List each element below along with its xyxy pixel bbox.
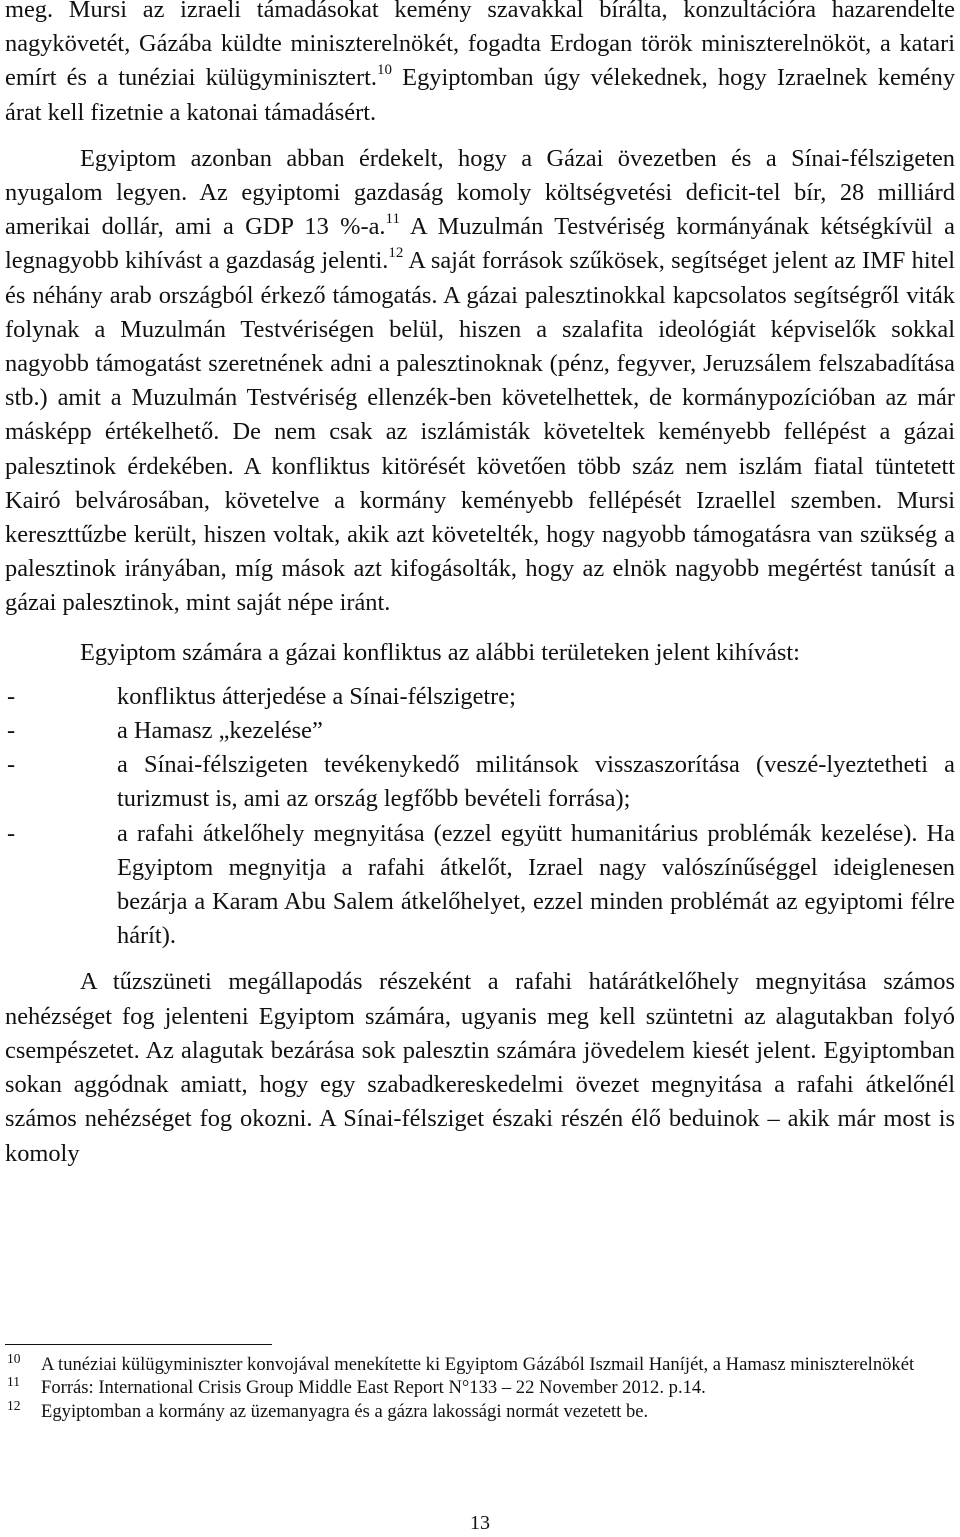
paragraph-1 [5, 0, 955, 130]
footnote-ref-10[interactable]: 10 [376, 62, 392, 79]
paragraph-text: A saját források szűkösek, segítséget jelent az IMF hitel és néhány arab országból érkező támogatás. A gázai palesztinokkal kapcsolatos segítségről viták folynak a Muzulmán Testvériségen belül, hiszen a szalafita ideológiát képviselők sokkal nagyobb támogatást szeretnének adni a palesztinoknak (pénz, fegyver, Jeruzsálem felszabadítása stb.) amit a Muzulmán Testvériség ellenzék-ben követelhettek, de kormánypozícióban az már másképp értékelhető. De nem csak az iszlámisták követeltek keményebb fellépést a gázai palesztinok érdekében. A konfliktus kitörését követően több száz nem iszlám fiatal tüntetett Kairó belvárosában, követelve a kormány keményebb fellépését Izraellel szemben. Mursi kereszttűzbe került, hiszen voltak, akik azt követelték, hogy nagyobb támogatásra van szükség a palesztinok irányában, míg mások azt kifogásolták, hogy az elnök nagyobb megértést tanúsít a gázai palesztinok, mint saját népe iránt. [5, 247, 955, 617]
list-item: - a Hamasz „kezelése” [5, 714, 955, 748]
paragraph-text: meg. Mursi az izraeli támadásokat kemény szavakkal bírálta, konzultációra hazarendelte nagykövetét, Gázába küldte miniszterelnökét, fogadta Erdogan török miniszterelnököt, a katari emírt és a tunéziai külügyminisztert. [5, 0, 955, 92]
footnote-12: 12 Egyiptomban a kormány az üzemanyagra és a gázra lakossági normát vezetett be. [7, 1397, 649, 1422]
document-page [5, 0, 955, 1171]
paragraph-2 [5, 142, 955, 621]
list-item: - konfliktus átterjedése a Sínai-félszigetre; [5, 680, 955, 714]
footnote-11: 11 Forrás: International Crisis Group Middle East Report N°133 – 22 November 2012. p.14. [7, 1374, 706, 1399]
footnote-10: 10 A tunéziai külügyminiszter konvojával menekítette ki Egyiptom Gázából Iszmail Haníjét, a Hamasz miniszterelnökét [7, 1351, 915, 1375]
dash-bullet: - [7, 751, 16, 779]
footnote-ref-12[interactable]: 12 [388, 245, 404, 262]
dash-bullet: - [7, 682, 16, 710]
paragraph-3: A tűzszüneti megállapodás részeként a rafahi határátkelőhely megnyitása számos nehézséget fog jelenteni Egyiptom számára, ugyanis meg kell szüntetni az alagutakban folyó csempészetet. Az alagutak bezárása sok palesztin számára jövedelem kiesét jelent. Egyiptomban sokan aggódnak amiatt, hogy egy szabadkereskedelmi övezet megnyitása a rafahi átkelőnél számos nehézséget fog okozni. A Sínai-félsziget északi részén élő beduinok – akik már most is komoly [5, 968, 955, 1167]
list-intro: Egyiptom számára a gázai konfliktus az alábbi területeken jelent kihívást: [80, 638, 800, 666]
page-number: 13 [470, 1512, 490, 1534]
challenge-list [5, 680, 955, 954]
paragraph-text: A Muzulmán Testvériség kormányának kétségkívül a legnagyobb kihívást a gazdaság jelenti. [5, 213, 955, 275]
footnote-ref-11[interactable]: 11 [385, 211, 400, 228]
list-item: - a Sínai-félszigeten tevékenykedő militánsok visszaszorítása (veszé-lyeztetheti a turizmust is, ami az ország legfőbb bevételi forrása); [5, 748, 955, 816]
dash-bullet: - [7, 717, 16, 745]
list-item: - a rafahi átkelőhely megnyitása (ezzel együtt humanitárius problémák kezelése). Ha Egyiptom megnyitja a rafahi átkelőt, Izrael nagy valószínűséggel ideiglenesen bezárja a Karam Abu Salem átkelőhelyet, ezzel minden problémát az egyiptomi félre hárít). [5, 817, 955, 954]
paragraph-text: Egyiptom azonban abban érdekelt, hogy a Gázai övezetben és a Sínai-félszigeten nyugalom legyen. Az egyiptomi gazdaság komoly költségvetési deficit-tel bír, 28 milliárd amerikai dollár, ami a GDP 13 %-a. [5, 144, 955, 241]
paragraph-text: Egyiptomban úgy vélekednek, hogy Izraelnek kemény árat kell fizetnie a katonai támadásért. [5, 64, 956, 126]
footnote-separator [5, 1344, 272, 1345]
footnotes [5, 1353, 935, 1423]
dash-bullet: - [7, 819, 16, 847]
